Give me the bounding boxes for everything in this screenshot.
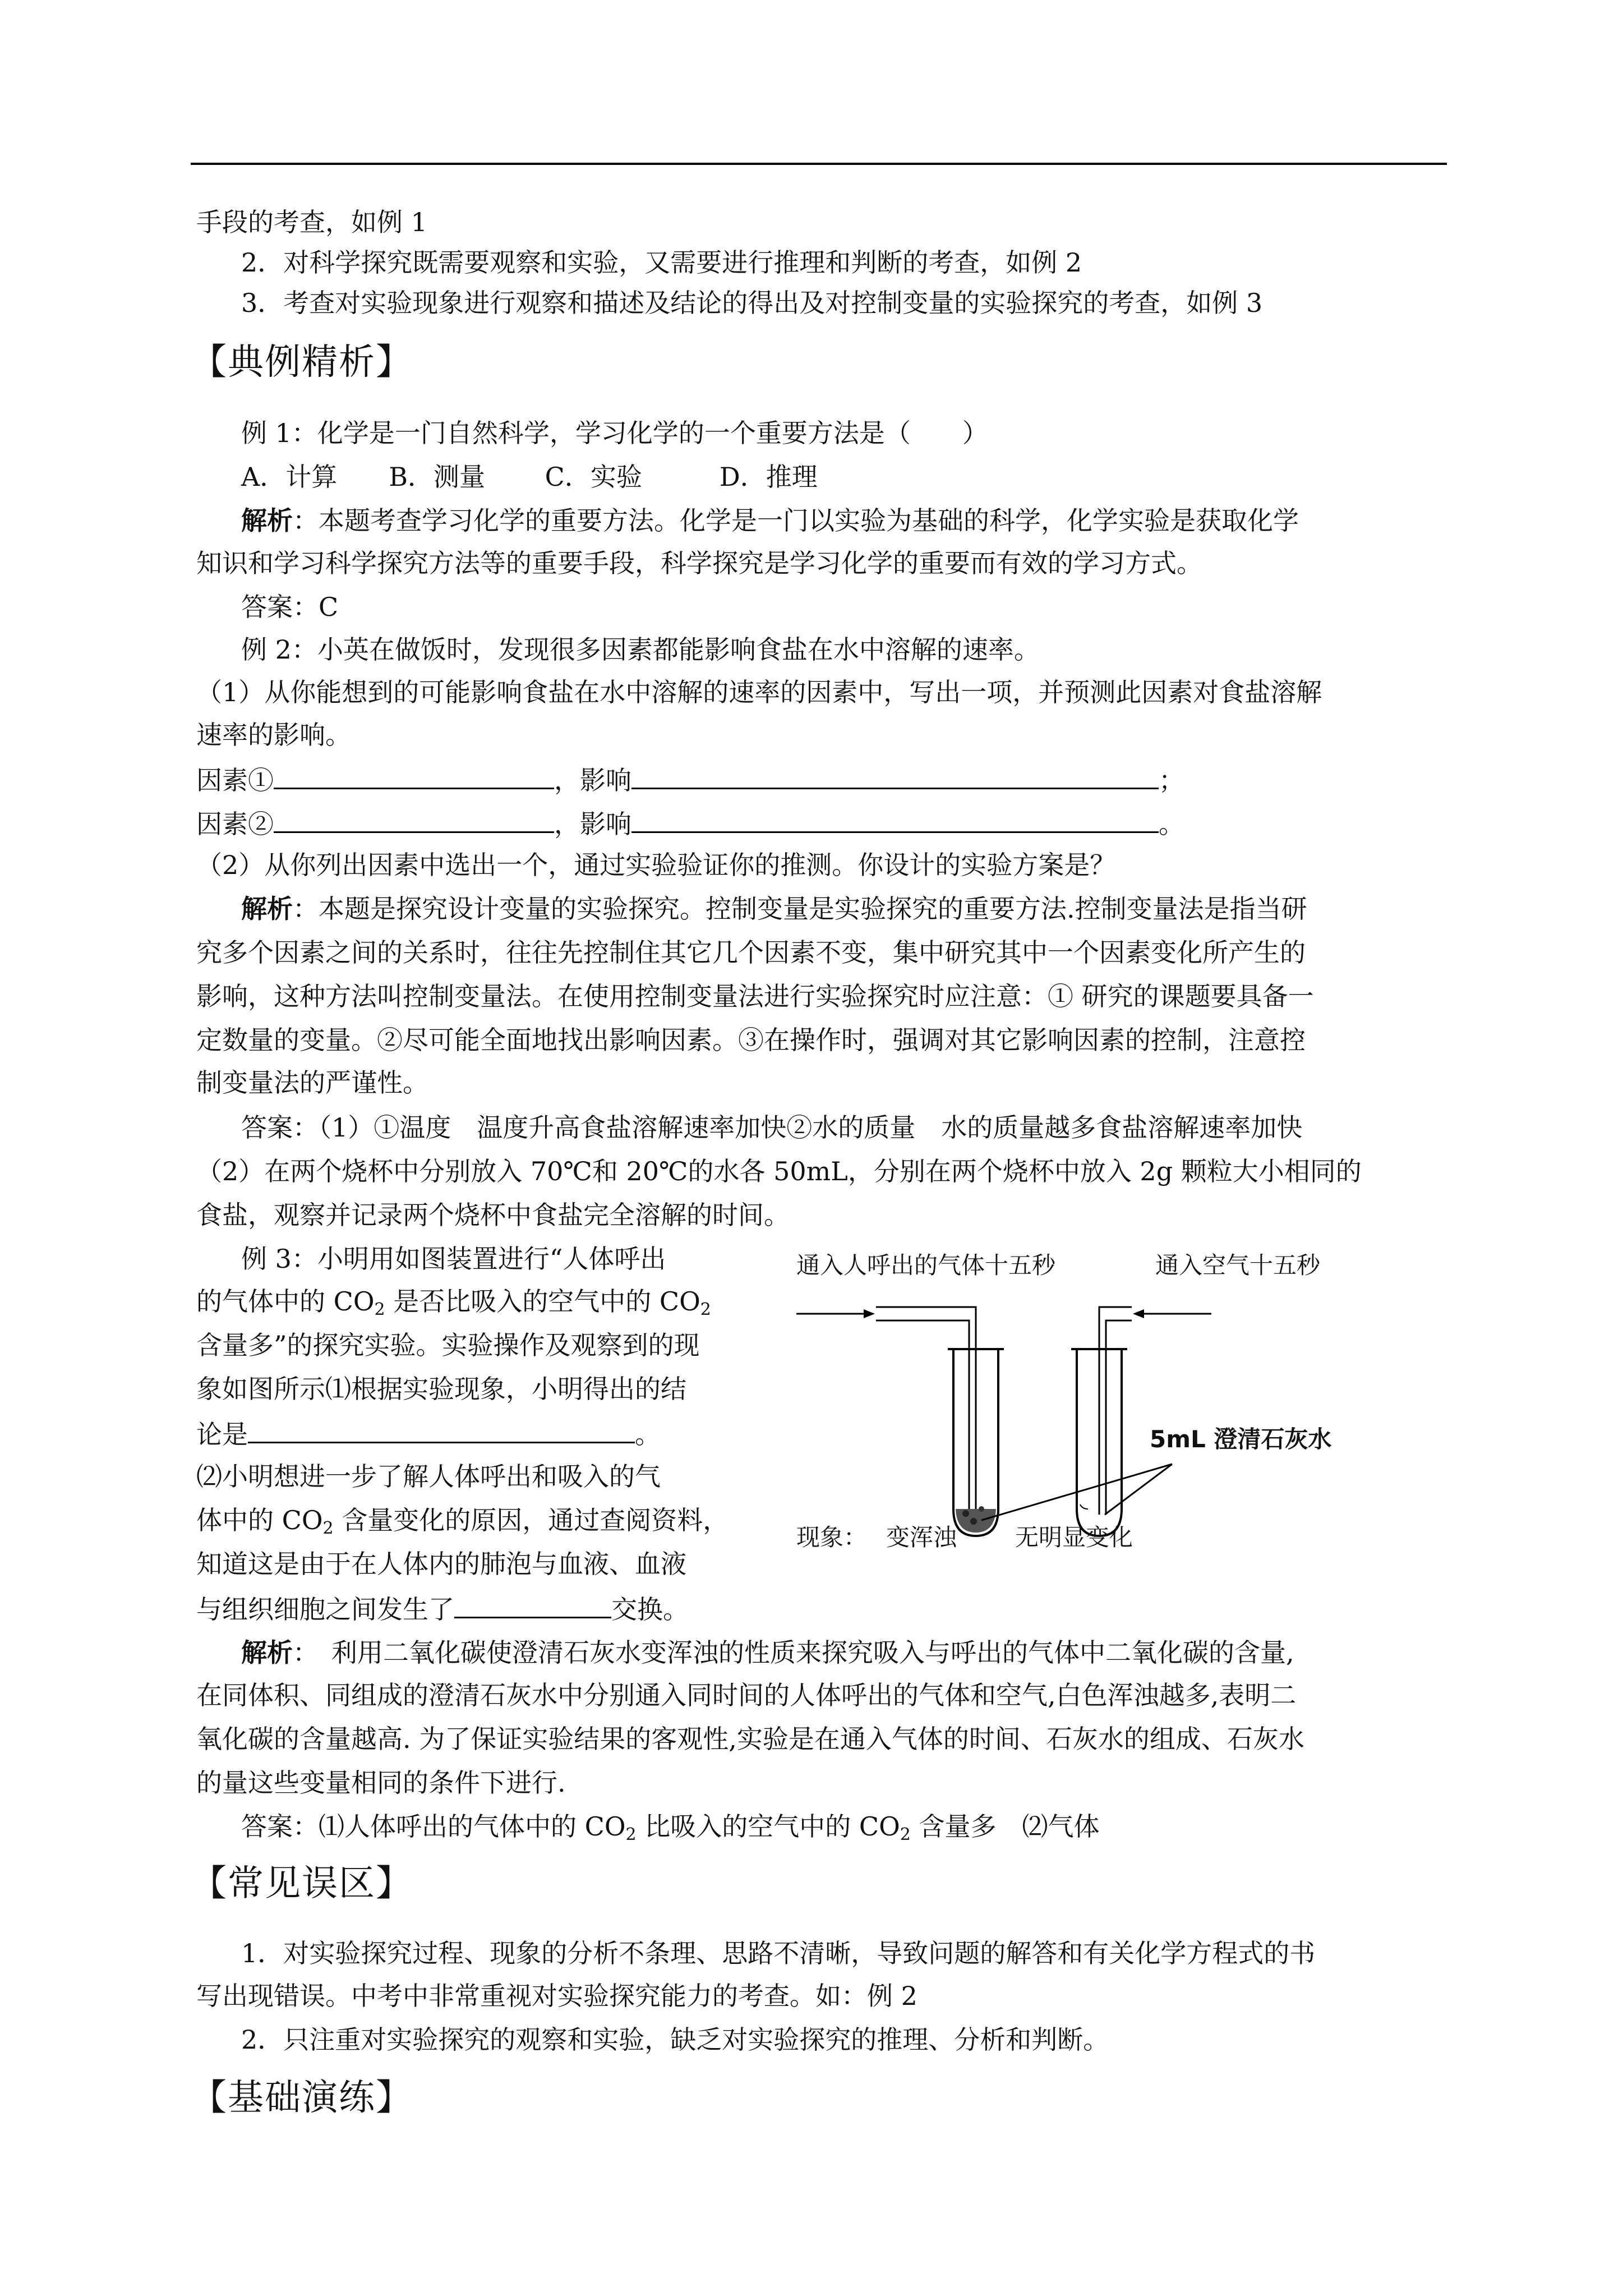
ex2-q1-line-2: 速率的影响。	[196, 720, 351, 750]
intro-line-3: 3．考查对实验现象进行观察和描述及结论的得出及对控制变量的实验探究的考查，如例 3	[241, 288, 1263, 318]
ex2-factor-2-row: 因素② ，影响 。	[196, 804, 1184, 842]
ex2-question: 例 2：小英在做饭时，发现很多因素都能影响食盐在水中溶解的速率。	[241, 634, 1040, 665]
figure-phenomenon-label: 现象：	[796, 1524, 868, 1551]
ex3-line-2: 的气体中的 $CO_2$ 是否比吸入的空气中的 $CO_2$	[196, 1286, 711, 1319]
influence-1-blank[interactable]	[631, 761, 1159, 789]
section-heading-errors: 【常见误区】	[191, 1863, 413, 1904]
figure-label-air: 通入空气十五秒	[1155, 1251, 1321, 1279]
ex2-answer-line-3: 食盐，观察并记录两个烧杯中食盐完全溶解的时间。	[196, 1200, 790, 1230]
ex1-analysis-line-2: 知识和学习科学探究方法等的重要手段，科学探究是学习化学的重要而有效的学习方式。	[196, 548, 1202, 578]
header-rule	[191, 163, 1447, 165]
ex2-factor-1-row: 因素① ，影响 ；	[196, 761, 1184, 798]
ex3-line-5: 论是 。	[196, 1415, 661, 1452]
ex3-analysis-line-3: 氧化碳的含量越高. 为了保证实验结果的客观性,实验是在通入气体的时间、石灰水的组成、石灰水	[196, 1724, 1304, 1754]
section-heading-examples: 【典例精析】	[191, 342, 413, 383]
ex2-q1-line-1: （1）从你能想到的可能影响食盐在水中溶解的速率的因素中，写出一项，并预测此因素对食盐溶解	[196, 677, 1322, 707]
ex1-question: 例 1：化学是一门自然科学，学习化学的一个重要方法是（ ）	[241, 418, 988, 448]
figure-obs-left: 变浑浊	[886, 1524, 957, 1551]
ex1-answer: 答案：C	[241, 592, 339, 622]
ex3-line-9: 与组织细胞之间发生了 交换。	[196, 1590, 689, 1627]
intro-line-2: 2．对科学探究既需要观察和实验，又需要进行推理和判断的考查，如例 2	[241, 247, 1082, 278]
errors-line-1: 1．对实验探究过程、现象的分析不条理、思路不清晰，导致问题的解答和有关化学方程式的书	[241, 1938, 1316, 1968]
ex3-analysis-line-1: 解析： 利用二氧化碳使澄清石灰水变浑浊的性质来探究吸入与呼出的气体中二氧化碳的含量,	[241, 1637, 1294, 1668]
exchange-blank[interactable]	[454, 1590, 611, 1618]
figure-label-limewater: 5mL 澄清石灰水	[1150, 1425, 1332, 1453]
ex3-line-6: ⑵小明想进一步了解人体呼出和吸入的气	[196, 1461, 661, 1492]
figure-label-exhaled: 通入人呼出的气体十五秒	[796, 1251, 1056, 1279]
conclusion-blank[interactable]	[248, 1415, 635, 1443]
factor-1-blank[interactable]	[274, 761, 554, 789]
ex3-line-8: 知道这是由于在人体内的肺泡与血液、血液	[196, 1549, 686, 1579]
ex3-analysis-line-4: 的量这些变量相同的条件下进行.	[196, 1768, 566, 1798]
ex2-analysis-line-5: 制变量法的严谨性。	[196, 1068, 428, 1098]
ex1-analysis-line-1: 解析：本题考查学习化学的重要方法。化学是一门以实验为基础的科学，化学实验是获取化学	[241, 505, 1299, 536]
ex3-answer: 答案：⑴人体呼出的气体中的 $CO_2$ 比吸入的空气中的 $CO_2$ 含量多 ⑵气体	[241, 1811, 1100, 1844]
ex2-q2: （2）从你列出因素中选出一个，通过实验验证你的推测。你设计的实验方案是？	[196, 850, 1116, 880]
section-heading-practice: 【基础演练】	[191, 2077, 413, 2119]
influence-2-blank[interactable]	[631, 804, 1159, 833]
test-tube-figure	[785, 1245, 1413, 1582]
ex2-answer-line-1: 答案：（1）①温度 温度升高食盐溶解速率加快②水的质量 水的质量越多食盐溶解速率加快	[241, 1112, 1303, 1143]
ex3-line-4: 象如图所示⑴根据实验现象，小明得出的结	[196, 1374, 686, 1404]
ex2-analysis-line-2: 究多个因素之间的关系时，往往先控制住其它几个因素不变，集中研究其中一个因素变化所产生的	[196, 937, 1306, 968]
ex3-line-7: 体中的 $CO_2$ 含量变化的原因，通过查阅资料，	[196, 1505, 729, 1538]
figure-obs-right: 无明显变化	[1015, 1524, 1133, 1551]
factor-2-blank[interactable]	[274, 804, 554, 833]
errors-line-2: 写出现错误。中考中非常重视对实验探究能力的考查。如：例 2	[196, 1981, 917, 2011]
errors-line-3: 2．只注重对实验探究的观察和实验，缺乏对实验探究的推理、分析和判断。	[241, 2024, 1109, 2055]
ex2-analysis-line-4: 定数量的变量。②尽可能全面地找出影响因素。③在操作时，强调对其它影响因素的控制，注意控	[196, 1025, 1306, 1055]
intro-line-1: 手段的考查，如例 1	[196, 207, 427, 237]
ex3-line-1: 例 3：小明用如图装置进行“人体呼出	[241, 1244, 666, 1274]
ex1-options: A．计算 B．测量 C．实验 D．推理	[241, 462, 818, 492]
analysis-label: 解析	[241, 505, 293, 536]
ex2-answer-line-2: （2）在两个烧杯中分别放入 70℃和 20℃的水各 50mL，分别在两个烧杯中放入 2g 颗粒大小相同的	[196, 1156, 1362, 1186]
ex3-line-3: 含量多”的探究实验。实验操作及观察到的现	[196, 1330, 700, 1360]
ex2-analysis-line-3: 影响，这种方法叫控制变量法。在使用控制变量法进行实验探究时应注意：① 研究的课题要具备一	[196, 981, 1314, 1011]
ex3-analysis-line-2: 在同体积、同组成的澄清石灰水中分别通入同时间的人体呼出的气体和空气,白色浑浊越多,表明二	[196, 1680, 1297, 1710]
ex2-analysis-line-1: 解析：本题是探究设计变量的实验探究。控制变量是实验探究的重要方法.控制变量法是指当研	[241, 894, 1307, 924]
